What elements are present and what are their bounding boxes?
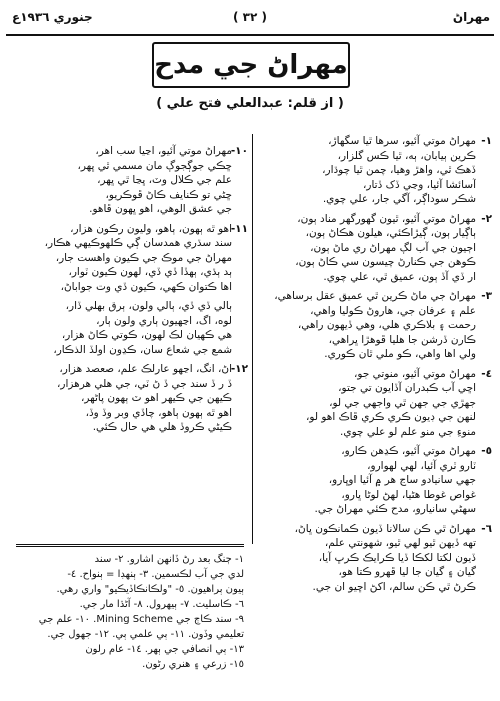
verse-line: مهراڻ ٿي ڪن سالانا ڏيون ڪمانڪون ڀاڻ، <box>294 522 476 535</box>
page-header <box>4 8 496 30</box>
stanza-number: ٤- <box>481 367 492 380</box>
title-box <box>152 42 350 88</box>
verse-line: مهراڻ جي ماڻ ڪرين ٿي عميق عقل برساهي، <box>274 290 476 302</box>
verse-line: ڪرڻ ٿي ڪن سالم، اکڻ اڇيو ان جي. <box>312 580 476 593</box>
verse-line: شمع جي شعاع سان، ڪڍون اولڏ الذڪار، <box>53 343 232 356</box>
footnote-line: ٩- سند ڪاڄ جي Mining Scheme. ١٠- علم جي <box>38 614 244 625</box>
verse-line: مهراڻ موتي آئيو، سرها ٿيا سگهاڙ، <box>328 135 476 147</box>
stanza-number: ٥- <box>481 445 492 457</box>
verse-line: ٻد ٻڌي، ٻهڏا ڏي ڏي، لهون ڪيون ٽوار، <box>68 266 232 278</box>
verse-line: اڻ، انگ، اڃهو عارلڪ علم، صعصد هزار، <box>59 363 232 375</box>
verse-line: مهراڻ موتي آئيو، اڃيا سب اهر، <box>95 145 232 157</box>
byline: ( از قلم: عبدالعلي فتح علي ) <box>156 96 344 111</box>
verse-line: سهڻي سانيارو، مدح ڪئي مهراڻ جي. <box>314 503 476 515</box>
stanza <box>8 222 248 295</box>
verse-line: اهو ٿه ٻهون ٻاهو، چاڏي وبر وڏ وڏ، <box>85 406 232 419</box>
verse-line: اڄيون جي آب لڳ مهراڻ ري ماڻ ٻون، <box>310 241 476 254</box>
verse-line: غواص غوطا هڻيا، لهڻ لوڻا ڀارو، <box>341 488 476 501</box>
verse-line: ٻالي ڏي ڏي، ٻالي ولون، ٻرق بهلي ڏار، <box>65 300 232 312</box>
stanza <box>274 367 492 440</box>
verse-line: ٽارو ٽري آئيا، لهي لهوارو، <box>367 459 476 472</box>
right-column <box>274 134 492 599</box>
verse-line: ڪيڻي ڪروڏ هلي هي حال ڪئي. <box>92 421 232 433</box>
stanza <box>274 522 492 595</box>
verse-line: ڏ ر ڏ سند جي ڏ ڻ ٽي، جي هلي هرهزار، <box>56 377 232 390</box>
stanza <box>8 362 248 435</box>
verse-line: آسائشا آئيا، وڃي ڏک ڏتار، <box>363 178 476 191</box>
verse-line: علم ۽ عرفان جي، هاروڻ ڪوليا واهي، <box>310 304 476 317</box>
stanza-number: ١- <box>481 135 492 147</box>
verse-line: منوءِ جي منو علم لو علي چوي. <box>340 425 476 438</box>
stanza-number: ٢- <box>481 212 492 225</box>
stanza-number: ٣- <box>481 290 492 302</box>
verse-line: ڪارن ڏرشن جا هليا ڦوهڙا ڀراهي، <box>328 333 476 346</box>
verse-line: اهو ٿه ٻهون، ٻاهو، وليون رڪون هزار، <box>70 222 232 235</box>
stanza-number: ١٠- <box>230 145 248 157</box>
footnotes <box>8 552 244 672</box>
stanza <box>8 299 248 357</box>
verse-line: ار ڏي آڏ ٻون، عميق ٿي، علي چوي. <box>323 270 476 283</box>
verse-line: ڇڻي تو ڪنايف ڪاڻ ڦوڪريو، <box>105 188 232 201</box>
footnote-line: ١٣- ٻي انصافي جي ٻهر. ١٤- عام رلون <box>85 644 244 655</box>
column-divider <box>252 134 253 544</box>
verse-line: ڪرين ٻيابان، ٻه، ٿيا ڪس گلزار، <box>337 149 476 162</box>
verse-line: لنهن جي ڊيون ڪري ڪري ڦاڪ اهو لو، <box>306 411 476 423</box>
verse-line: ڏيون لکتا لکڪا ڏيا ڪرايڪ ڪرڀ آيا، <box>318 551 476 564</box>
stanza <box>8 144 248 217</box>
poem-title: مهراڻ جي مدح <box>154 50 348 80</box>
stanza <box>274 444 492 517</box>
header-date: جنوري ١٩٣٦ع <box>12 10 93 24</box>
verse-line: اڇي آب ڪبدران آڏايون تي جتو، <box>338 382 476 394</box>
verse-line: ڏهڪ ٿي، واهڙ وهيا، چمن ٿيا چوڌار، <box>322 164 476 176</box>
footnote-line: ١٥- زرعي ۽ هنري رڻون. <box>142 659 244 670</box>
verse-line: هي ڪهيان لڪ لهون، ڪوتي ڪاڻ هزار، <box>61 329 232 341</box>
header-journal-name: مهراڻ <box>452 10 490 24</box>
footnote-line: لدي جي آب لڪسمين. ٣- ٻنهڊا = ٻنواح. ٤- <box>67 569 244 580</box>
verse-line: جهي سانيادو ساڃ هر ۾ آئيا اوڀارو، <box>328 474 476 486</box>
verse-line: تهه ڏيهن ٿيو لهي ٿيو، شهونتي علم، <box>324 537 476 549</box>
footnote-line: ١- ڄنگ بعد رڻ ڏانهن اشارو. ٢- سند <box>94 554 244 565</box>
verse-line: علم جي ڪلال وٽ، ڀڃا ٿي ڀهر، <box>97 174 232 186</box>
verse-line: مهراڻ موتي آئيو، منوتي جو، <box>354 367 476 380</box>
left-column <box>8 144 248 440</box>
verse-line: رحمت ۽ بلاڪري هلي، وهي ڏيهون راهي، <box>297 319 476 331</box>
page <box>4 4 496 697</box>
verse-line: ٻاڳيار ٻون، ڳيڙاڪئي، هيلون هڪاڻ ٻون، <box>305 227 476 239</box>
verse-line: جهڙي جي جهن ٿي واجهي جي لو، <box>329 396 476 409</box>
verse-line: سند سڌري همدسان ڳي ڪلهوڪيهي هڪار، <box>44 237 232 249</box>
verse-line: مهراڻ موتي آئيو، ٿيون گهورگهر مناد ٻون، <box>297 212 476 225</box>
header-rule <box>6 34 494 36</box>
footnote-line: تعليمي وڏون. ١١- ٻي علمي ٻي. ١٢- جهول جي. <box>47 629 244 640</box>
verse-line: ڪوهن جي ڪنارڻ چيسون سي ڪاڻ ٻون، <box>295 256 476 268</box>
stanza-number <box>232 299 248 357</box>
header-page-number: ( ٣٢ ) <box>233 10 267 24</box>
stanza <box>274 212 492 285</box>
verse-line: مهراڻ موتي آئيو، ڪڍهن ڪارو، <box>341 445 476 457</box>
verse-line: شڪر سوداڳر، آگي جار، علي چوي. <box>322 193 476 205</box>
verse-line: ولي اها واهي، ڪو ملي ٿان ڪوري. <box>324 348 476 360</box>
stanza-number: ١١- <box>230 222 248 235</box>
footnote-line: ٦- ڪاسليت. ٧- ٻيهرول. ٨- آڻڌا مار جي. <box>79 599 244 610</box>
stanza <box>274 289 492 362</box>
verse-line: اها ڪتوان ڪهي، ڪيون ڏي وت جواباڻ، <box>60 280 232 293</box>
verse-line: مهراڻ جي موڪ جي ڪيون واهست جار، <box>55 251 232 264</box>
stanza-number: ٦- <box>481 522 492 535</box>
verse-line: لوه، اگ، اڃهيون ٻاري ولون ٻار، <box>96 314 232 327</box>
verse-line: ڪيهن جي ڪيهر اهو ٽ ٻهون پاڻهر، <box>80 392 232 404</box>
verse-line: گيان ۽ گيان جا ليا ڦهرو ڪتا هو، <box>338 566 476 578</box>
verse-line: ڇڪي جوڳجوڳ مان مسمي ٿي ڀهر، <box>77 159 232 172</box>
footnote-separator <box>16 544 244 547</box>
stanza <box>274 134 492 207</box>
stanza-number: ١٢- <box>230 363 248 375</box>
verse-line: جي عشق الوهي، اهو ڀهون ڦاهو. <box>89 203 232 215</box>
footnote-line: ٻيون ٻراهيون. ٥- "ولڪانڪاڏيڪيو" واري رهي. <box>56 584 244 595</box>
